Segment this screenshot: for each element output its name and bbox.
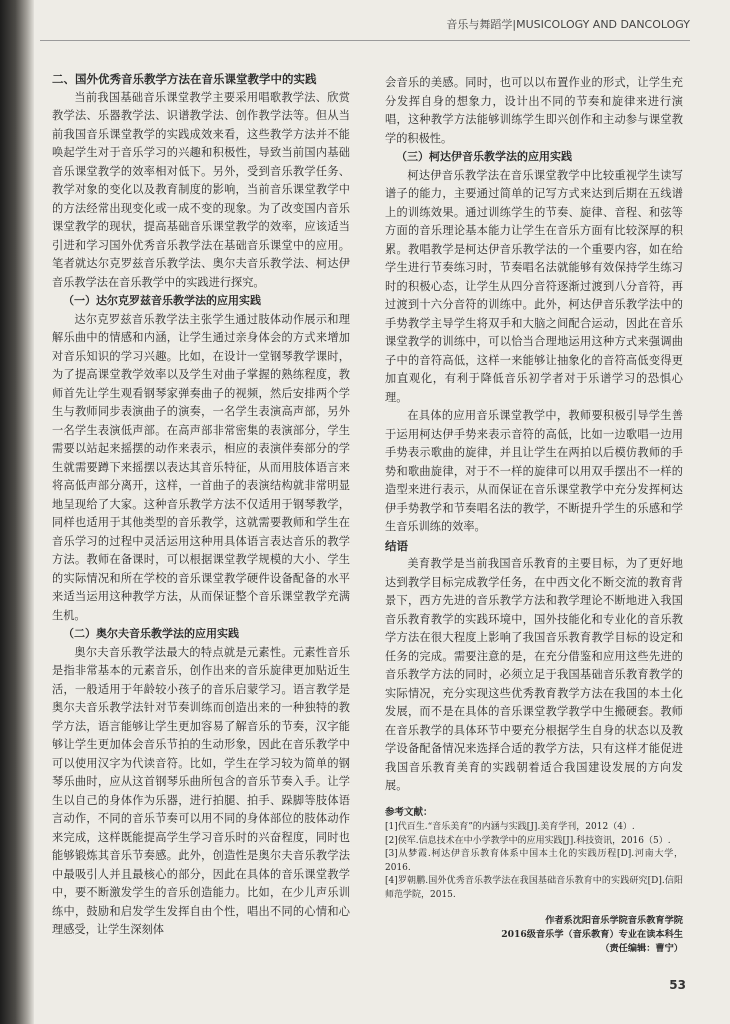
author-program: 2016级音乐学（音乐教育）专业在读本科生 (501, 929, 683, 940)
book-binding-shadow (0, 0, 34, 1024)
responsible-editor: （责任编辑：曹宁） (600, 943, 683, 954)
dalcroze-paragraph: 达尔克罗兹音乐教学法主张学生通过肢体动作展示和理解乐曲中的情感和内涵，让学生通过亲身体会的方式来增加对音乐知识的学习兴趣。比如，在设计一堂钢琴教学课时，为了提高课堂教学效率以及学生对曲子掌握的熟练程度，教师首先让学生观看钢琴家弹奏曲子的视频，然后安排两个学生与教师同步表演曲子的演奏，一名学生表演高声部，另外一名学生表演低声部。在高声部非常密集的表演部分，学生需要以站起来摇摆的动作来表示，相应的表演伴奏部分的学生就需要蹲下来摇摆以表达其音乐特征，从而用肢体语言来将高低声部分离开，这样，一首曲子的表演结构就非常明显地呈现给了大家。这种音乐教学方法不仅适用于钢琴教学，同样也适用于其他类型的音乐教学，这就需要教师和学生在音乐学习的过程中灵活运用这种用具体语言表达音乐的教学方法。教师在备课时，可以根据课堂教学规模的大小、学生的实际情况和所在学校的音乐课堂教学硬件设备配备的水平来适当运用这种教学方法，从而保证整个音乐课堂教学充满生机。 (52, 312, 350, 622)
reference-item: [4]罗朝鹏.国外优秀音乐教学法在我国基础音乐教育中的实践研究[D].信阳师范学院，2015. (385, 876, 683, 900)
conclusion-heading: 结语 (385, 538, 408, 553)
running-header: 音乐与舞蹈学|MUSICOLOGY AND DANCOLOGY (446, 18, 690, 31)
subsection-heading-kodaly: （三）柯达伊音乐教学法的应用实践 (396, 150, 572, 163)
reference-item: [1]代百生.“音乐美育”的内涵与实践[J].美育学刊，2012（4）. (385, 822, 635, 832)
kodaly-paragraph-2: 在具体的应用音乐课堂教学中，教师要积极引导学生善于运用柯达伊手势来表示音符的高低，比如一边歌唱一边用手势表示歌曲的旋律，并且让学生在两拍以后模仿教师的手势和歌曲旋律，对于不一样的旋律可以用双手摆出不一样的造型来进行表示，从而保证在音乐课堂教学中充分发挥柯达伊手势教学和节奏唱名法的教学，不断提升学生的乐感和学生音乐训练的效率。 (385, 409, 683, 533)
left-column (52, 70, 350, 940)
reference-item: [3]从梦霞.柯达伊音乐教育体系中国本土化的实践历程[D].河南大学，2016. (385, 849, 683, 873)
conclusion-paragraph: 美育教学是当前我国音乐教育的主要目标，为了更好地达到教学目标完成教学任务，在中西文化不断交流的教育背景下，西方先进的音乐教学方法和教学理论不断地进入我国音乐教育教学的实践环境中，国外技能化和专业化的音乐教学方法在很大程度上影响了我国音乐教育教学目标的设定和任务的完成。需要注意的是，在充分借鉴和应用这些先进的音乐教学方法的同时，必须立足于我国基础音乐教育教学的实际情况，充分实现这些优秀教育教学方法在我国的本土化发展，而不是在具体的音乐课堂教学教学中生搬硬套。教师在音乐教学的具体环节中要充分根据学生自身的状态以及教学设备配备情况来选择合适的教学方法，只有这样才能促进我国音乐教育美育的实践朝着适合我国建设发展的方向发展。 (385, 557, 683, 792)
references (385, 806, 683, 903)
references-title: 参考文献： (385, 806, 433, 818)
intro-paragraph: 当前我国基础音乐课堂教学主要采用唱歌教学法、欣赏教学法、乐器教学法、识谱教学法、创作教学法等。但从当前我国音乐课堂教学的实践成效来看，这些教学方法并不能唤起学生对于音乐学习的兴趣和积极性，导致当前国内基础音乐课堂教学的效率相对低下。另外，受到音乐教学任务、教学对象的变化以及教育制度的影响，当前音乐课堂教学中的方法经常出现变化或一成不变的现象。为了改变国内音乐课堂教学的现状，提高基础音乐课堂教学的效率，应该适当引进和学习国外优秀音乐教学法在基础音乐课堂中的应用。笔者就达尔克罗兹音乐教学法、奥尔夫音乐教学法、柯达伊音乐教学法在音乐教学中的实践进行探究。 (52, 90, 350, 289)
orff-continuation-paragraph: 会音乐的美感。同时，也可以以布置作业的形式，让学生充分发挥自身的想象力，设计出不同的节奏和旋律来进行演唱，这种教学方法能够训练学生即兴创作和主动参与课堂教学的积极性。 (385, 76, 683, 145)
kodaly-paragraph-1: 柯达伊音乐教学法在音乐课堂教学中比较重视学生读写谱子的能力，主要通过简单的记写方式来达到后期在五线谱上的训练效果。通过训练学生的节奏、旋律、音程、和弦等方面的音乐理论基本能力让学生在音乐方面有比较深厚的积累。教唱教学是柯达伊音乐教学法的一个重要内容，如在给学生进行节奏练习时，节奏唱名法就能够有效保持学生练习时的积极心态，让学生从四分音符逐渐过渡到八分音符，再过渡到十六分音符的训练中。此外，柯达伊音乐教学法中的手势教学主导学生将双手和大脑之间配合运动，因此在音乐课堂教学的训练中，可以恰当合理地运用这种方式来强调曲子中的音符高低，这样一来能够让抽象化的音符高低变得更加直观化，有利于降低音乐初学者对于乐谱学习的恐惧心理。 (385, 168, 683, 404)
section-heading: 二、国外优秀音乐教学方法在音乐课堂教学中的实践 (52, 72, 317, 86)
orff-paragraph: 奥尔夫音乐教学法最大的特点就是元素性。元素性音乐是指非常基本的元素音乐，创作出来的音乐旋律更加贴近生活，一般适用于年龄较小孩子的音乐启蒙学习。语言教学是奥尔夫音乐教学法针对节奏训练而创造出来的一种独特的教学方法，语言能够让学生更加容易了解音乐的节奏，汉字能够让学生更加体会音乐节拍的生动形象，因此在音乐教学中可以使用汉字为代读音符。比如，学生在学习较为简单的钢琴乐曲时，应从这首钢琴乐曲所包含的音乐节奏入手。让学生以自己的身体作为乐器，进行拍腿、拍手、跺脚等肢体语言动作，不同的音乐节奏可以用不同的身体部位的肢体动作来完成，这样既能提高学生学习音乐时的兴奋程度，同时也能够锻炼其音乐节奏感。此外，创造性是奥尔夫音乐教学法中最吸引人并且最核心的部分，因此在具体的音乐课堂教学中，要不断激发学生的音乐创造能力。比如，在少儿声乐训练中，鼓励和启发学生发挥自由个性，唱出不同的心情和心理感受，让学生深刻体 (52, 645, 350, 936)
subsection-heading-orff: （二）奥尔夫音乐教学法的应用实践 (63, 627, 239, 640)
author-affiliation: 作者系沈阳音乐学院音乐教育学院 (545, 915, 683, 926)
header-rule (40, 40, 690, 41)
subsection-heading-dalcroze: （一）达尔克罗兹音乐教学法的应用实践 (63, 294, 261, 307)
page-number: 53 (669, 978, 686, 992)
reference-item: [2]侯军.信息技术在中小学教学中的应用实践[J].科技资讯，2016（5）. (385, 835, 671, 846)
right-column (385, 74, 683, 956)
author-note (385, 914, 683, 956)
